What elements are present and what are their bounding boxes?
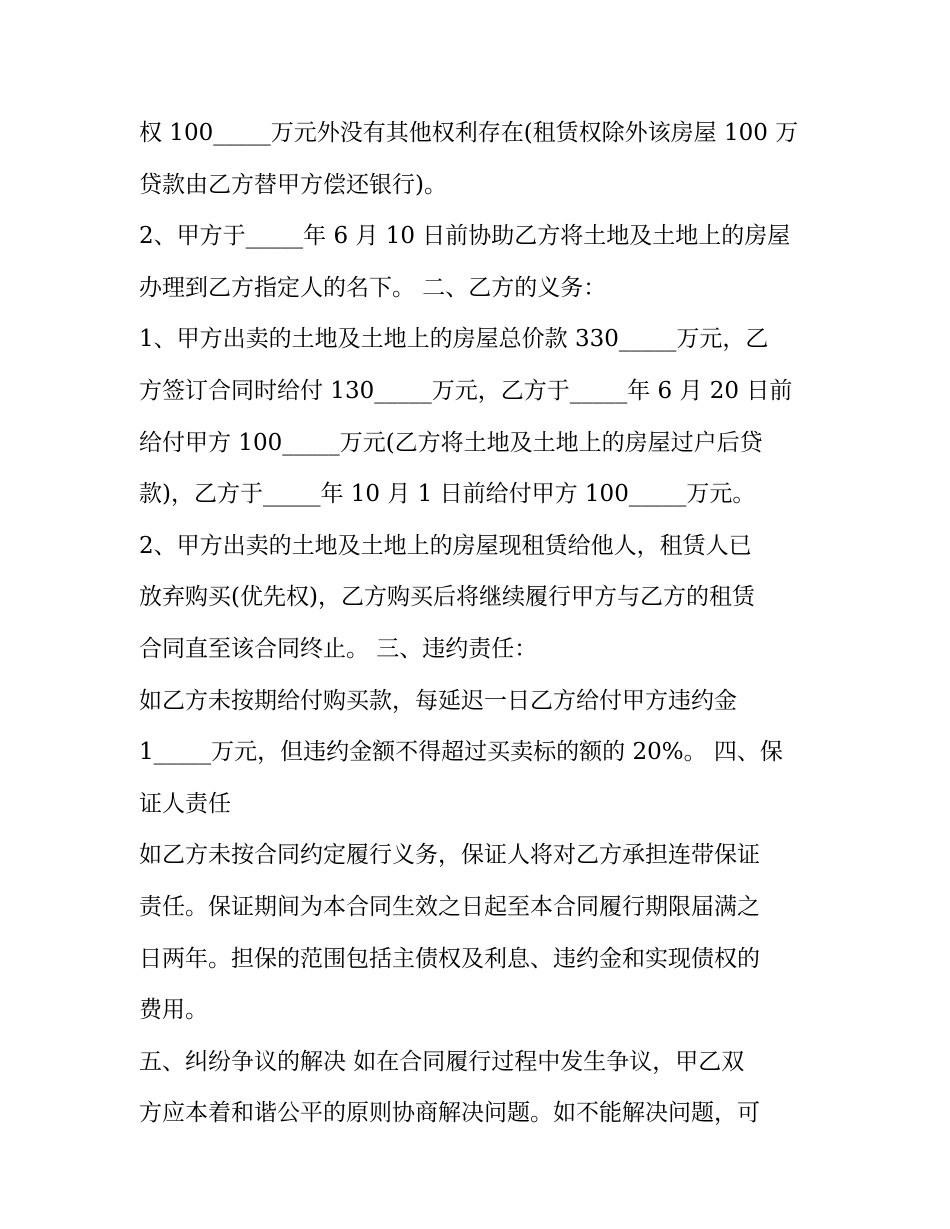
text-line: 责任。保证期间为本合同生效之日起至本合同履行期限届满之 [139,893,760,920]
text-line: 办理到乙方指定人的名下。 二、乙方的义务： [139,274,607,301]
text-line: 贷款由乙方替甲方偿还银行)。 [139,171,447,198]
text-line: 费用。 [139,997,208,1024]
text-line: 款)，乙方于_____年 10 月 1 日前给付甲方 100_____万元。 [139,481,756,508]
text-line: 合同直至该合同终止。 三、违约责任： [139,635,538,662]
text-line: 放弃购买(优先权)，乙方购买后将继续履行甲方与乙方的租赁 [139,584,755,611]
text-line: 证人责任 [139,790,231,817]
text-line: 如乙方未按合同约定履行义务，保证人将对乙方承担连带保证 [139,842,760,869]
text-line: 方签订合同时给付 130_____万元，乙方于_____年 6 月 20 日前 [139,377,793,404]
text-line: 2、甲方出卖的土地及土地上的房屋现租赁给他人，租赁人已 [139,532,752,559]
text-line: 方应本着和谐公平的原则协商解决问题。如不能解决问题，可 [139,1100,760,1127]
text-line: 给付甲方 100_____万元(乙方将土地及土地上的房屋过户后贷 [139,429,763,456]
text-line: 1、甲方出卖的土地及土地上的房屋总价款 330_____万元，乙 [139,326,769,353]
text-line: 五、纠纷争议的解决 如在合同履行过程中发生争议，甲乙双 [139,1048,745,1075]
text-line: 权 100_____万元外没有其他权利存在(租赁权除外该房屋 100 万 [139,120,799,146]
text-line: 1_____万元，但违约金额不得超过买卖标的额的 20%。 四、保 [139,739,783,766]
contract-body-text [139,108,819,1140]
text-line: 如乙方未按期给付购买款，每延迟一日乙方给付甲方违约金 [139,687,737,714]
text-line: 2、甲方于_____年 6 月 10 日前协助乙方将土地及土地上的房屋 [139,223,791,250]
text-line: 日两年。担保的范围包括主债权及利息、违约金和实现债权的 [139,945,760,972]
